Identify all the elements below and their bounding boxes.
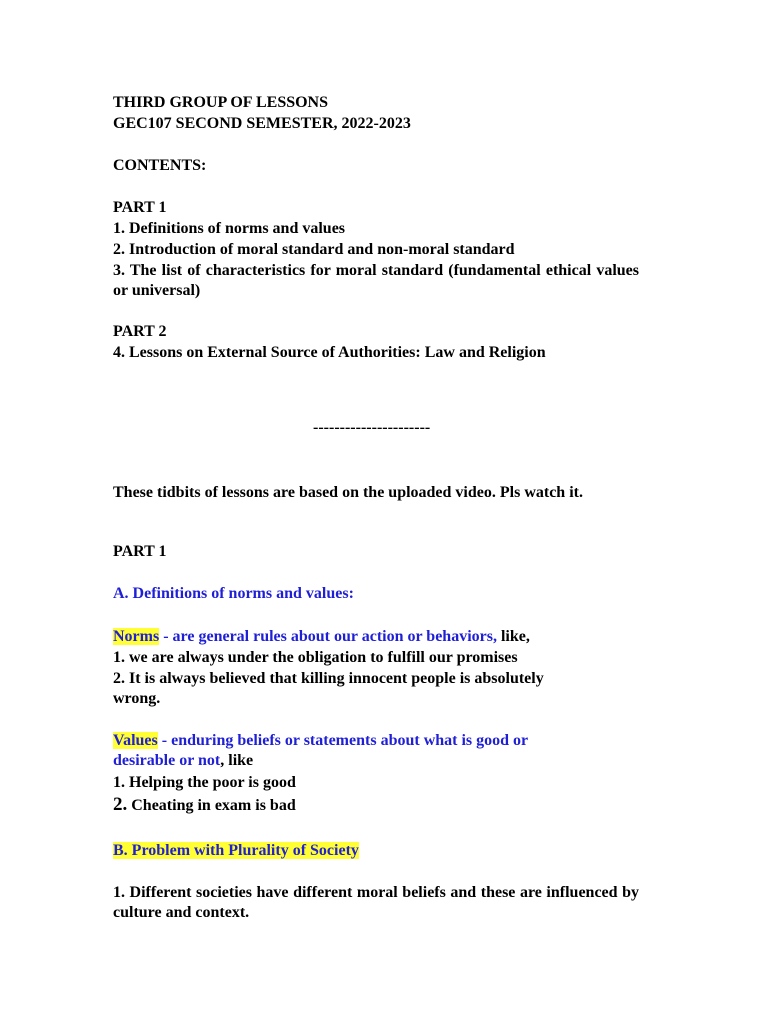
section-b-heading [113, 841, 359, 861]
contents-part2-label: PART 2 [113, 323, 167, 340]
norms-example: 2. It is always believed that killing innocent people is absolutely wrong. [113, 670, 544, 707]
contents-heading: CONTENTS: [113, 157, 207, 174]
document-title: THIRD GROUP OF LESSONS [113, 94, 329, 111]
values-definition-text: - enduring beliefs or statements about what is good or desirable or not [113, 732, 528, 769]
norms-definition [113, 627, 530, 647]
values-definition [113, 731, 583, 771]
values-example [113, 795, 296, 816]
contents-item: 2. Introduction of moral standard and non-moral standard [113, 241, 515, 258]
section-divider: ---------------------- [313, 419, 431, 436]
norms-term: Norms [113, 628, 160, 645]
norms-example: 1. we are always under the obligation to fulfill our promises [113, 649, 518, 666]
body-part1-label: PART 1 [113, 543, 167, 560]
norms-definition-text: - are general rules about our action or behaviors, [159, 628, 497, 645]
section-a-heading: A. Definitions of norms and values: [113, 585, 354, 602]
values-term: Values [113, 732, 158, 749]
contents-item: 3. The list of characteristics for moral standard (fundamental ethical values or universal) [113, 262, 639, 299]
section-b-heading-text: B. Problem with Plurality of Society [113, 842, 359, 859]
contents-item: 1. Definitions of norms and values [113, 220, 346, 237]
values-example: 1. Helping the poor is good [113, 774, 296, 791]
values-tail: , like [220, 752, 254, 769]
values-example-number: 2. [113, 794, 128, 815]
norms-tail: like, [496, 628, 530, 645]
intro-text: These tidbits of lessons are based on the uploaded video. Pls watch it. [113, 484, 583, 501]
contents-part1-label: PART 1 [113, 199, 167, 216]
document-subtitle: GEC107 SECOND SEMESTER, 2022-2023 [113, 115, 411, 132]
values-example-text: Cheating in exam is bad [127, 797, 296, 814]
section-b-item: 1. Different societies have different moral beliefs and these are influenced by culture and context. [113, 884, 639, 921]
contents-item: 4. Lessons on External Source of Authorities: Law and Religion [113, 344, 546, 361]
